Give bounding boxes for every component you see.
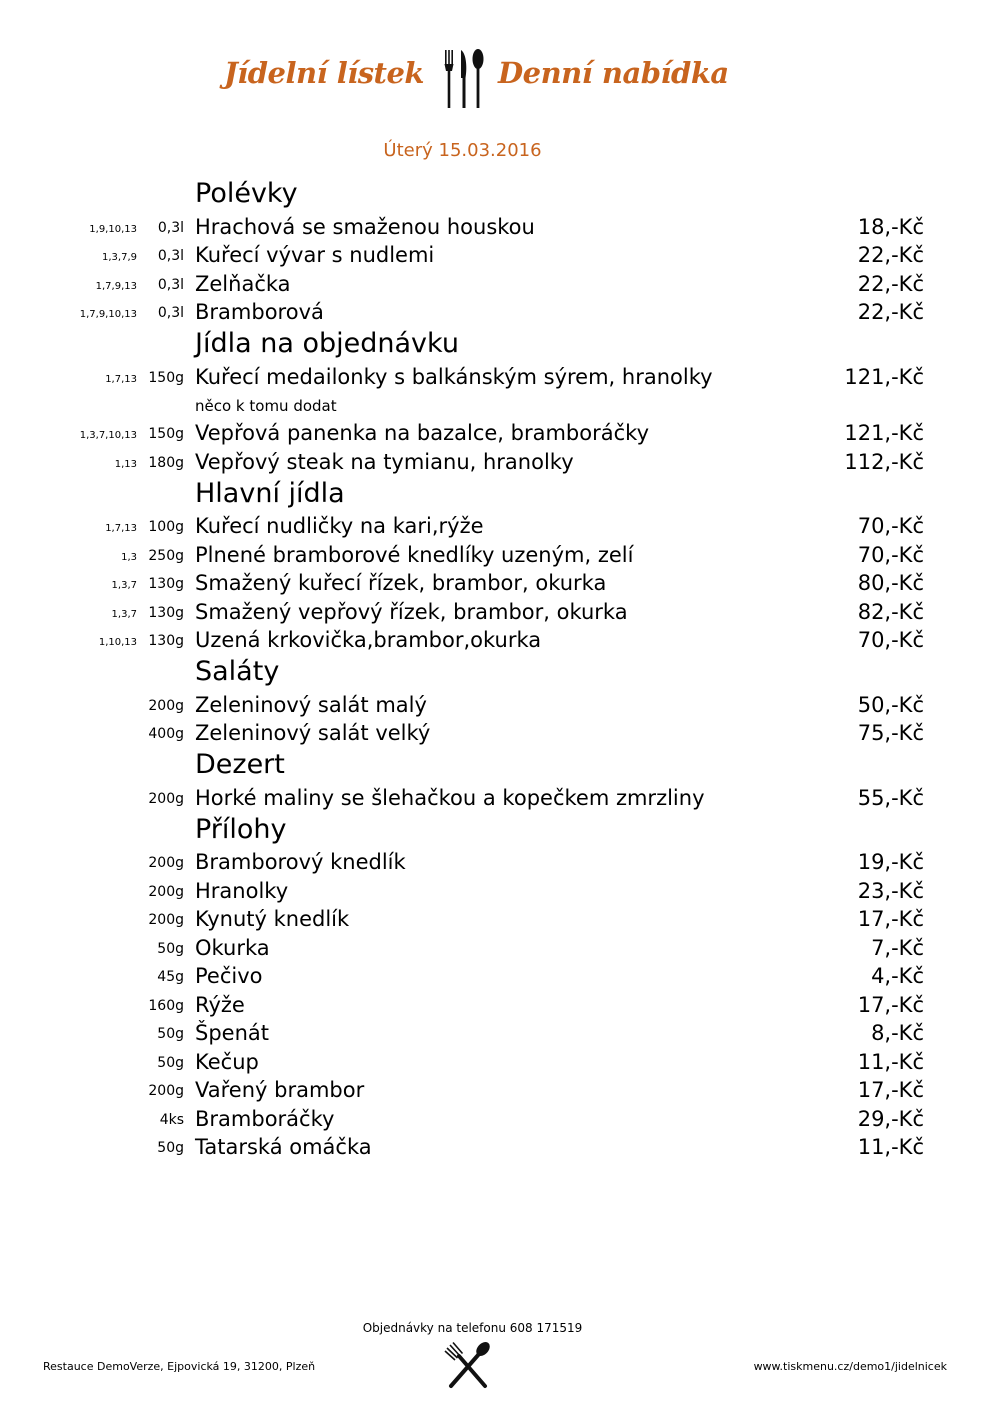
menu-item <box>0 447 1000 476</box>
menu-item-allergens: 1,3,7 <box>111 580 137 591</box>
menu-item <box>0 512 1000 541</box>
menu-item <box>0 597 1000 626</box>
menu-item-name: Kečup <box>195 1049 259 1074</box>
footer-phone: Objednávky na telefonu 608 171519 <box>362 1321 583 1335</box>
menu-item-weight: 400g <box>148 726 184 742</box>
menu-item-weight: 200g <box>148 912 184 928</box>
menu-item-name: Hrachová se smaženou houskou <box>195 214 535 239</box>
section-heading: Hlavní jídla <box>195 477 345 509</box>
menu-item-note-row <box>0 391 1000 419</box>
menu-item-name: Zelňačka <box>195 271 291 296</box>
menu-item-name: Zeleninový salát malý <box>195 692 427 717</box>
menu-item-price: 70,-Kč <box>857 514 924 538</box>
menu-item-price: 70,-Kč <box>857 628 924 652</box>
menu-item-price: 7,-Kč <box>871 935 924 960</box>
menu-item-name: Zeleninový salát velký <box>195 721 431 745</box>
menu-item-weight: 160g <box>148 997 184 1014</box>
menu-item <box>0 241 1000 270</box>
header-title-right: Denní nabídka <box>498 56 729 90</box>
menu-item-allergens: 1,9,10,13 <box>89 223 137 235</box>
menu-item <box>0 876 1000 905</box>
menu-item-allergens: 1,7,13 <box>105 373 137 385</box>
menu-item-name: Smažený kuřecí řízek, brambor, okurka <box>195 571 607 595</box>
menu-item <box>0 419 1000 448</box>
fork-knife-spoon-icon <box>442 48 486 110</box>
menu-item <box>0 212 1000 241</box>
section-heading: Polévky <box>195 178 298 209</box>
menu-item-allergens: 1,3,7 <box>111 608 137 620</box>
section-heading: Jídla na objednávku <box>195 328 459 359</box>
menu-item-price: 17,-Kč <box>857 1078 924 1102</box>
menu-item-price: 18,-Kč <box>857 214 924 239</box>
menu-item <box>0 719 1000 748</box>
section-heading: Saláty <box>195 656 280 687</box>
menu-item <box>0 990 1000 1019</box>
menu-item-price: 23,-Kč <box>857 878 924 903</box>
menu-item-name: Smažený vepřový řízek, brambor, okurka <box>195 599 628 624</box>
menu-item-weight: 130g <box>148 633 184 649</box>
footer-address: Restauce DemoVerze, Ejpovická 19, 31200, Plzeň <box>43 1360 316 1373</box>
menu-item-price: 121,-Kč <box>844 364 924 389</box>
menu-item <box>0 783 1000 812</box>
menu-item-name: Kuřecí medailonky s balkánským sýrem, hranolky <box>195 364 713 389</box>
menu-item-price: 75,-Kč <box>857 721 924 745</box>
menu-item-name: Plnené bramborové knedlíky uzeným, zelí <box>195 542 634 567</box>
menu-item-allergens: 1,10,13 <box>98 637 137 648</box>
menu-item-weight: 250g <box>148 547 184 564</box>
menu-item <box>0 269 1000 298</box>
menu-item <box>0 690 1000 719</box>
menu-item-price: 17,-Kč <box>857 907 924 931</box>
menu-item-name: Vepřová panenka na bazalce, bramboráčky <box>195 421 650 445</box>
menu-item-name: Bramborová <box>195 300 324 324</box>
menu-item-price: 11,-Kč <box>857 1135 924 1159</box>
menu-item-weight: 130g <box>148 604 184 621</box>
menu-item-weight: 0,3l <box>157 248 184 264</box>
menu-list <box>0 176 1000 1161</box>
menu-item-weight: 200g <box>148 790 184 807</box>
menu-item-price: 55,-Kč <box>857 785 924 810</box>
menu-item-name: Kynutý knedlík <box>195 907 350 931</box>
menu-item-allergens: 1,3 <box>121 551 137 563</box>
menu-item-price: 80,-Kč <box>857 571 924 595</box>
menu-item-name: Špenát <box>195 1021 269 1045</box>
menu-item-price: 29,-Kč <box>857 1106 924 1131</box>
menu-item-name: Vařený brambor <box>195 1078 365 1102</box>
footer-website: www.tiskmenu.cz/demo1/jidelnicek <box>753 1360 947 1373</box>
menu-item-weight: 45g <box>157 969 184 985</box>
menu-item-weight: 50g <box>157 940 184 957</box>
menu-item-price: 8,-Kč <box>871 1021 924 1045</box>
menu-item-price: 17,-Kč <box>857 992 924 1017</box>
menu-item-name: Horké maliny se šlehačkou a kopečkem zmrzliny <box>195 785 705 810</box>
menu-item <box>0 1019 1000 1048</box>
menu-item-allergens: 1,13 <box>114 458 137 470</box>
menu-item-allergens: 1,3,7,10,13 <box>79 430 137 441</box>
menu-item-weight: 50g <box>157 1026 184 1042</box>
menu-item-price: 22,-Kč <box>857 271 924 296</box>
menu-item-weight: 100g <box>148 519 184 535</box>
menu-item-weight: 200g <box>148 855 184 871</box>
crossed-fork-spoon-icon <box>441 1340 495 1390</box>
menu-item-weight: 150g <box>148 426 184 442</box>
menu-item-weight: 130g <box>148 576 184 592</box>
menu-item-name: Pečivo <box>195 964 263 988</box>
menu-date: Úterý 15.03.2016 <box>383 140 542 161</box>
menu-item-weight: 0,3l <box>157 219 184 236</box>
menu-item-name: Tatarská omáčka <box>195 1135 372 1159</box>
menu-item-name: Bramborový knedlík <box>195 850 406 874</box>
menu-item-weight: 4ks <box>159 1111 184 1128</box>
section-heading: Dezert <box>195 749 285 780</box>
menu-header <box>0 48 1000 112</box>
menu-item-price: 22,-Kč <box>857 300 924 324</box>
section-heading: Přílohy <box>195 813 287 845</box>
menu-item-weight: 50g <box>157 1140 184 1156</box>
menu-item-allergens: 1,7,9,13 <box>95 280 137 292</box>
menu-item <box>0 962 1000 991</box>
menu-item-weight: 150g <box>148 369 184 386</box>
menu-item-allergens: 1,7,9,10,13 <box>79 309 137 320</box>
menu-item-name: Vepřový steak na tymianu, hranolky <box>195 449 574 474</box>
menu-item <box>0 905 1000 934</box>
menu-item <box>0 540 1000 569</box>
menu-item-price: 112,-Kč <box>844 449 924 474</box>
menu-item <box>0 933 1000 962</box>
menu-item <box>0 569 1000 598</box>
menu-item-weight: 200g <box>148 697 184 714</box>
menu-item <box>0 1104 1000 1133</box>
menu-item-weight: 200g <box>148 883 184 900</box>
menu-item-weight: 200g <box>148 1083 184 1099</box>
menu-item-weight: 0,3l <box>157 305 184 321</box>
menu-item-name: Bramboráčky <box>195 1106 335 1131</box>
menu-item-name: Rýže <box>195 992 245 1017</box>
menu-item-price: 121,-Kč <box>844 421 924 445</box>
menu-item-price: 70,-Kč <box>857 542 924 567</box>
menu-item-allergens: 1,3,7,9 <box>102 252 137 263</box>
menu-item <box>0 298 1000 327</box>
menu-item-name: Uzená krkovička,brambor,okurka <box>195 628 542 652</box>
menu-item-price: 50,-Kč <box>857 692 924 717</box>
menu-item-weight: 180g <box>148 454 184 471</box>
menu-item-price: 19,-Kč <box>857 850 924 874</box>
menu-item-name: Hranolky <box>195 878 289 903</box>
menu-item <box>0 848 1000 877</box>
menu-item-price: 82,-Kč <box>857 599 924 624</box>
menu-item-name: Kuřecí nudličky na kari,rýže <box>195 514 484 538</box>
menu-item-name: Kuřecí vývar s nudlemi <box>195 243 435 267</box>
menu-item-price: 22,-Kč <box>857 243 924 267</box>
menu-item-weight: 0,3l <box>157 276 184 293</box>
menu-item-name: Okurka <box>195 935 270 960</box>
menu-item-price: 11,-Kč <box>857 1049 924 1074</box>
menu-item <box>0 1133 1000 1162</box>
menu-item <box>0 1076 1000 1105</box>
menu-item <box>0 362 1000 391</box>
menu-item-weight: 50g <box>157 1054 184 1071</box>
menu-item <box>0 1047 1000 1076</box>
menu-item-note: něco k tomu dodat <box>195 396 337 415</box>
menu-item-allergens: 1,7,13 <box>105 523 137 534</box>
header-title-left: Jídelní lístek <box>224 56 424 90</box>
menu-item <box>0 626 1000 655</box>
menu-item-price: 4,-Kč <box>871 964 924 988</box>
